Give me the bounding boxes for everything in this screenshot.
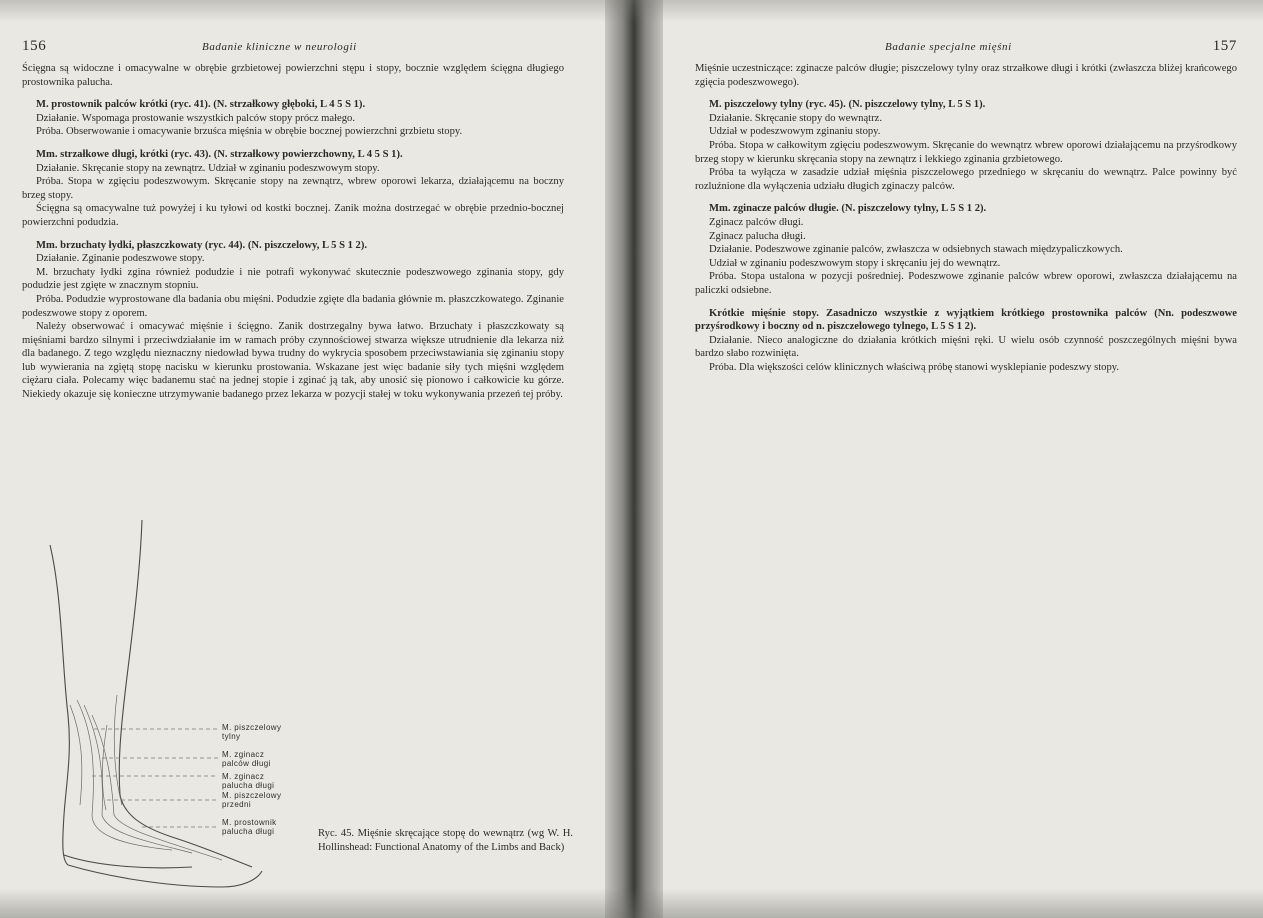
figure-caption: Ryc. 45. Mięśnie skręcające stopę do wewnątrz (wg W. H. Hollinshead: Functional Anatomy of the Limbs and Back) <box>318 828 573 853</box>
paragraph: Zginacz palucha długi. <box>709 230 806 242</box>
section-heading: Mm. zginacze palców długie. (N. piszczelowy tylny, L 5 S 1 2). <box>709 203 987 215</box>
right-page-header <box>695 38 1237 62</box>
figure-label: M. prostownik palucha długi <box>222 818 277 836</box>
running-head: Badanie specjalne mięśni <box>885 41 1012 53</box>
page-number: 156 <box>22 38 47 54</box>
paragraph: Działanie. Skręcanie stopy do wewnątrz. <box>709 112 882 124</box>
section-heading: Mm. brzuchaty łydki, płaszczkowaty (ryc. 44). (N. piszczelowy, L 5 S 1 2). <box>36 239 368 251</box>
page-number: 157 <box>1212 38 1237 54</box>
paragraph: Działanie. Zginanie podeszwowe stopy. <box>36 253 205 265</box>
paragraph: Próba. Dla większości celów klinicznych właściwą próbę stanowi wysklepianie podeszwy stopy. <box>709 361 1120 373</box>
paragraph: Mięśnie uczestniczące: zginacze palców długie; piszczelowy tylny oraz strzałkowe długi i krótki (zwłaszcza bliżej krańcowego zgięcia podeszwowego). <box>695 63 1237 88</box>
figure-label: M. zginacz palców długi <box>222 750 271 768</box>
scan-shadow-top <box>0 0 1263 22</box>
figure-label: M. zginacz palucha długi <box>222 772 275 790</box>
figure-leg-muscles <box>22 515 582 905</box>
paragraph: Należy obserwować i omacywać mięśnie i ścięgno. Zanik dostrzegalny bywa łatwo. Brzuchaty i płaszczkowaty są mięśniami bardzo silnymi i przeciwdziałanie im w ramach próby czynnościowej stwarza większe utrudnienie dla lekarza niż dla badanego. Z tego względu nieznaczny niedowład bywa trudny do wykrycia sposobem przeciwstawiania się zginaniu stopy lub wywierania na zgiętą stopę nacisku w kierunku prostowania. Wskazane jest więc badanie siły tych mięśni względem ciężaru ciała. Polecamy więc badanemu stać na jednej stopie i zginać ją tak, aby unosić się pionowo i całkowicie ku górze. Niekiedy okazuje się konieczne utrzymywanie badanego przez lekarza w pozycji stałej w toku wykonywania przezeń tej próby. <box>22 321 564 401</box>
section-heading: Krótkie mięśnie stopy. Zasadniczo wszystkie z wyjątkiem krótkiego prostownika palców (Nn. podeszwowe przyśrodkowy i boczny od n. piszczelowego tylnego, L 5 S 1 2). <box>695 307 1237 333</box>
paragraph: Działanie. Skręcanie stopy na zewnątrz. Udział w zginaniu podeszwowym stopy. <box>36 162 380 174</box>
paragraph: Próba. Podudzie wyprostowane dla badania obu mięśni. Podudzie zgięte dla badania głównie m. płaszczkowatego. Zginanie podeszwowe stopy z oporem. <box>22 293 564 319</box>
section-heading: M. piszczelowy tylny (ryc. 45). (N. piszczelowy tylny, L 5 S 1). <box>709 99 986 111</box>
paragraph: Próba. Stopa ustalona w pozycji pośredniej. Podeszwowe zginanie palców wbrew oporowi, zwłaszcza działającemu na paliczki odsiebne. <box>695 271 1237 296</box>
paragraph: Udział w podeszwowym zginaniu stopy. <box>709 126 881 138</box>
section-heading: M. prostownik palców krótki (ryc. 41). (N. strzałkowy głęboki, L 4 5 S 1). <box>36 99 366 111</box>
paragraph: Ścięgna są widoczne i omacywalne w obrębie grzbietowej powierzchni stępu i stopy, bocznie względem ścięgna długiego prostownika palucha. <box>22 63 564 88</box>
paragraph: Ścięgna są omacywalne tuż powyżej i ku tyłowi od kostki bocznej. Zanik można dostrzegać w obrębie przednio-bocznej powierzchni podudzia. <box>22 203 564 228</box>
book-gutter <box>605 0 663 918</box>
paragraph: Próba. Stopa w całkowitym zgięciu podeszwowym. Skręcanie do wewnątrz wbrew oporowi działającemu na przyśrodkowy brzeg stopy w kierunku skręcania stopy na zewnątrz i lekkiego zginania grzbietowego. <box>695 139 1237 165</box>
paragraph: M. brzuchaty łydki zgina również podudzie i nie potrafi wykonywać skutecznie podeszwowego zginania stopy, gdy podudzie jest zgięte w znacznym stopniu. <box>22 266 564 292</box>
paragraph: Próba ta wyłącza w zasadzie udział mięśnia piszczelowego przedniego w skręcaniu do wewnątrz. Palce powinny być rozluźnione dla wyłączenia udziału długich zginaczy palców. <box>695 167 1237 192</box>
paragraph: Działanie. Wspomaga prostowanie wszystkich palców stopy prócz małego. <box>36 112 355 124</box>
running-head: Badanie kliniczne w neurologii <box>202 41 357 53</box>
right-page <box>643 0 1263 918</box>
paragraph: Działanie. Podeszwowe zginanie palców, zwłaszcza w odsiebnych stawach międzypaliczkowych. <box>709 244 1123 256</box>
left-page-header <box>22 38 564 62</box>
figure-label: M. piszczelowy przedni <box>222 791 282 809</box>
left-page <box>0 0 620 918</box>
paragraph: Udział w zginaniu podeszwowym stopy i skręcaniu jej do wewnątrz. <box>709 257 1001 269</box>
leg-illustration <box>22 515 312 905</box>
paragraph: Próba. Obserwowanie i omacywanie brzuśca mięśnia w obrębie bocznej powierzchni grzbietu stopy. <box>36 126 463 138</box>
paragraph: Próba. Stopa w zgięciu podeszwowym. Skręcanie stopy na zewnątrz, wbrew oporowi lekarza, działającemu na boczny brzeg stopy. <box>22 176 564 201</box>
paragraph: Działanie. Nieco analogiczne do działania krótkich mięśni ręki. U wielu osób czynność poszczególnych mięśni bywa bardzo słabo rozwinięta. <box>695 334 1237 360</box>
section-heading: Mm. strzałkowe długi, krótki (ryc. 43). (N. strzałkowy powierzchowny, L 4 5 S 1). <box>36 148 403 160</box>
figure-label: M. piszczelowy tylny <box>222 723 282 741</box>
scan-shadow-bottom <box>0 888 1263 918</box>
paragraph: Zginacz palców długi. <box>709 216 804 228</box>
